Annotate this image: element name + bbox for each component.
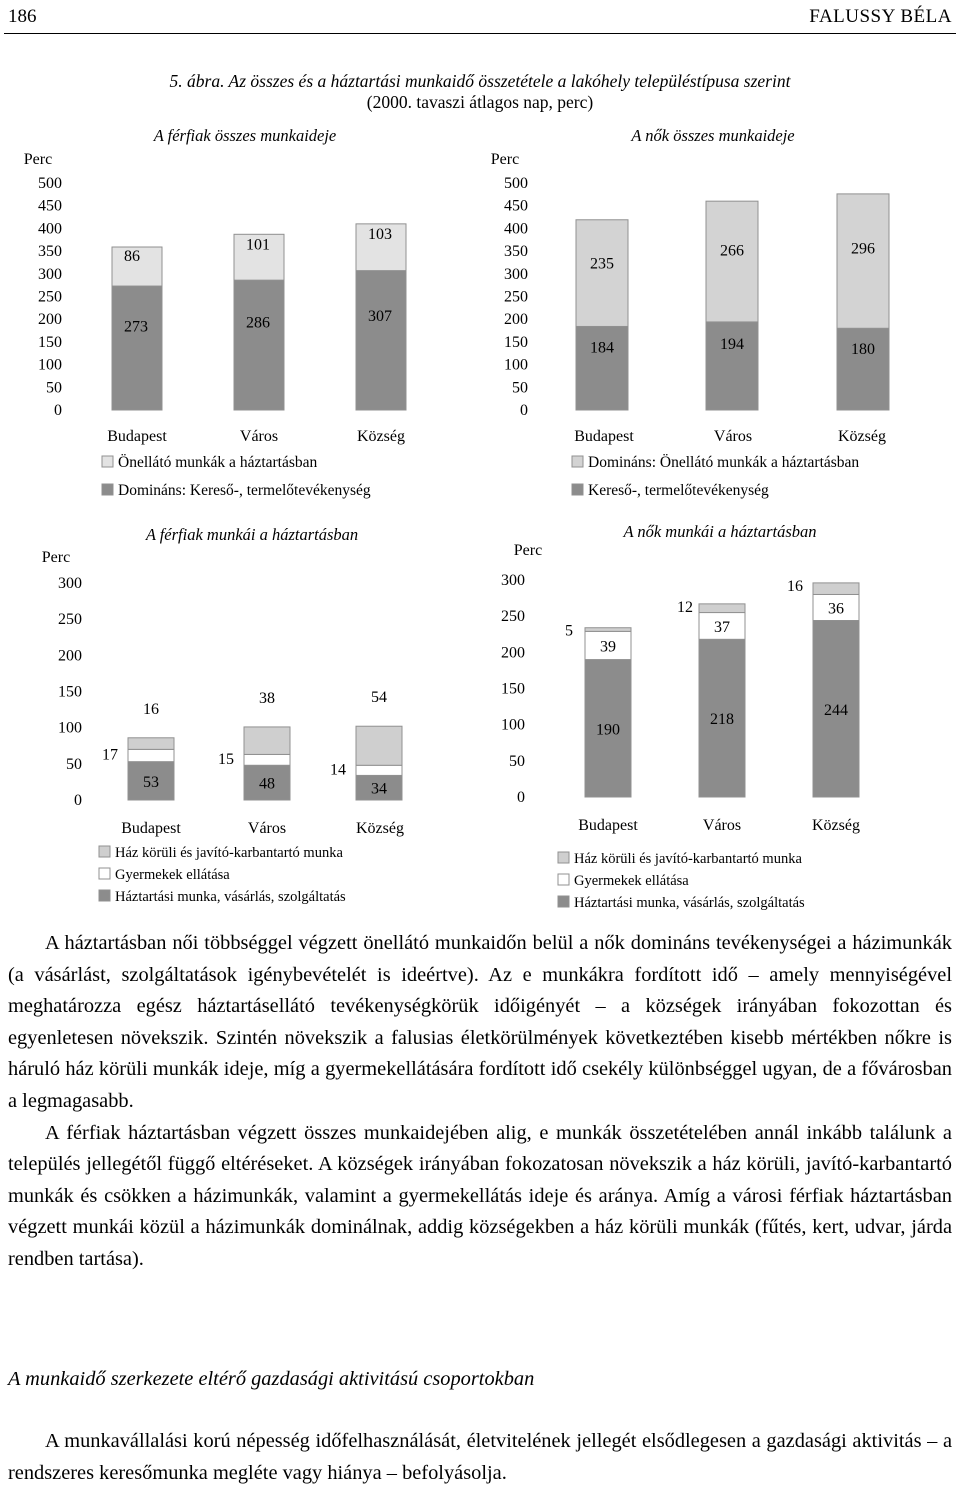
data-label: 37	[714, 618, 730, 636]
running-author: FALUSSY BÉLA	[809, 6, 952, 27]
legend-label: Háztartási munka, vásárlás, szolgáltatás	[115, 889, 346, 905]
data-label: 218	[710, 711, 734, 729]
y-tick-label: 50	[509, 752, 525, 770]
legend-label: Gyermekek ellátása	[574, 873, 689, 889]
data-label: 53	[143, 773, 159, 791]
data-label: 103	[368, 226, 392, 244]
chart-title: A nők munkái a háztartásban	[623, 522, 817, 541]
bar-segment	[813, 583, 859, 595]
legend-swatch	[99, 846, 110, 857]
legend-label: Kereső-, termelőtevékenység	[588, 482, 769, 499]
category-label: Város	[702, 817, 742, 834]
bar-segment	[128, 738, 174, 750]
y-tick-label: 300	[58, 575, 82, 592]
data-label: 286	[246, 314, 270, 332]
chart-title: A nők összes munkaideje	[631, 126, 795, 145]
paragraph: A háztartásban női többséggel végzett önellátó munkaidőn belül a nők domináns tevékenységei a házimunkák (a vásárlást, szolgáltatások igénybevételét is ideértve). Az e munkákra fordított idő – amely mennyiségével meghatározza egész háztartásellátó tevékenységkörük időigényét – a községek irányában fokozottan és egyenletesen növekszik. Szintén növekszik a falusias életkörülmények következtében kisebb mértékben nőkre is háruló ház körüli munkák ideje, míg a gyermekellátására fordított idő csekély különbséggel ugyan, de a fővárosban a legmagasabb.	[8, 932, 952, 1112]
y-tick-label: 100	[38, 356, 62, 374]
category-label: Budapest	[121, 820, 181, 837]
y-tick-label: 100	[504, 356, 528, 374]
category-label: Község	[357, 428, 405, 445]
data-label: 194	[720, 336, 744, 354]
y-tick-label: 250	[504, 288, 528, 306]
y-tick-label: 500	[38, 175, 62, 192]
data-label: 273	[124, 318, 148, 336]
y-tick-label: 200	[504, 311, 528, 329]
y-tick-label: 450	[504, 197, 528, 215]
section-title: A munkaidő szerkezete eltérő gazdasági aktivitású csoportokban	[8, 1368, 535, 1390]
figure-caption: 5. ábra. Az összes és a háztartási munkaidő összetétele a lakóhely településtípusa szerint	[169, 71, 791, 91]
legend-label: Gyermekek ellátása	[115, 867, 230, 883]
chart-title: A férfiak munkái a háztartásban	[145, 525, 359, 544]
y-tick-label: 450	[38, 197, 62, 215]
category-label: Budapest	[574, 428, 634, 445]
y-tick-label: 150	[58, 683, 82, 701]
chart-title: A férfiak összes munkaideje	[153, 126, 337, 145]
legend-swatch	[99, 890, 110, 901]
category-label: Község	[356, 820, 404, 837]
y-tick-label: 0	[74, 792, 82, 809]
y-tick-label: 350	[38, 243, 62, 261]
data-label: 180	[851, 340, 875, 358]
data-label: 48	[259, 775, 275, 793]
paragraph: A munkavállalási korú népesség időfelhasználását, életvitelének jellegét elsődlegesen a gazdasági aktivitás – a rendszeres keresőmunka megléte vagy hiánya – befolyásolja.	[8, 1430, 952, 1484]
data-label: 16	[143, 700, 159, 718]
y-tick-label: 200	[38, 311, 62, 329]
data-label: 244	[824, 701, 848, 719]
y-tick-label: 250	[38, 288, 62, 306]
y-axis-label: Perc	[513, 542, 543, 559]
bar-segment	[244, 754, 290, 765]
data-label: 296	[851, 240, 875, 258]
data-label: 12	[677, 598, 693, 616]
y-tick-label: 0	[520, 402, 528, 419]
figure-caption-subtitle: (2000. tavaszi átlagos nap, perc)	[366, 92, 594, 112]
legend-swatch	[572, 484, 583, 495]
y-tick-label: 250	[58, 611, 82, 629]
y-axis-label: Perc	[23, 151, 53, 168]
y-tick-label: 500	[504, 175, 528, 192]
legend-label: Ház körüli és javító-karbantartó munka	[574, 851, 802, 867]
y-tick-label: 0	[517, 789, 525, 806]
y-tick-label: 300	[38, 265, 62, 283]
page-number: 186	[8, 6, 37, 27]
legend-label: Domináns: Kereső-, termelőtevékenység	[118, 482, 371, 499]
legend-label: Domináns: Önellátó munkák a háztartásban	[588, 454, 860, 471]
bar-segment	[356, 271, 406, 410]
legend-swatch	[558, 896, 569, 907]
bar-segment	[128, 749, 174, 761]
legend-swatch	[99, 868, 110, 879]
y-tick-label: 150	[501, 680, 525, 698]
category-label: Község	[812, 817, 860, 834]
bar-segment	[699, 604, 745, 613]
category-label: Község	[838, 428, 886, 445]
bar-segment	[112, 286, 162, 410]
bar-segment	[706, 201, 758, 322]
body-text	[8, 928, 952, 1276]
bar-segment	[356, 726, 402, 765]
paragraph: A férfiak háztartásban végzett összes munkaidejében alig, e munkák összetételében annál inkább találunk a település jellegétől függő eltéréseket. A községek irányában fokozatosan növekszik a ház körüli, javító-karbantartó munkák és csökken a házimunkák, valamint a gyermekellátás ideje és aránya. Amíg a városi férfiak háztartásban végzett munkái közül a házimunkák dominálnak, addig községekben a ház körüli munkák (fűtés, kert, udvar, járda rendben tartása).	[8, 1121, 952, 1270]
category-label: Budapest	[107, 428, 167, 445]
category-label: Város	[713, 428, 753, 445]
legend-label: Háztartási munka, vásárlás, szolgáltatás	[574, 895, 805, 911]
legend-swatch	[102, 456, 113, 467]
data-label: 17	[102, 746, 118, 764]
y-axis-label: Perc	[490, 151, 520, 168]
data-label: 5	[565, 622, 573, 640]
y-tick-label: 250	[501, 608, 525, 626]
y-tick-label: 200	[58, 647, 82, 665]
data-label: 184	[590, 339, 614, 357]
legend-swatch	[558, 874, 569, 885]
y-tick-label: 100	[58, 719, 82, 737]
bar-segment	[356, 765, 402, 775]
data-label: 36	[828, 600, 844, 618]
data-label: 266	[720, 242, 744, 260]
bar-segment	[244, 727, 290, 754]
y-tick-label: 350	[504, 243, 528, 261]
y-tick-label: 50	[512, 379, 528, 397]
category-label: Budapest	[578, 817, 638, 834]
data-label: 54	[371, 689, 387, 707]
data-label: 190	[596, 721, 620, 739]
legend-swatch	[572, 456, 583, 467]
y-tick-label: 300	[504, 265, 528, 283]
y-tick-label: 150	[38, 333, 62, 351]
y-tick-label: 300	[501, 572, 525, 589]
bar-segment	[837, 194, 889, 328]
y-tick-label: 100	[501, 716, 525, 734]
y-tick-label: 0	[54, 402, 62, 419]
y-tick-label: 150	[504, 333, 528, 351]
legend-swatch	[558, 852, 569, 863]
body-text	[8, 1426, 952, 1489]
y-tick-label: 50	[66, 755, 82, 773]
y-tick-label: 50	[46, 379, 62, 397]
y-axis-label: Perc	[41, 549, 71, 566]
legend-label: Ház körüli és javító-karbantartó munka	[115, 845, 343, 861]
y-tick-label: 400	[38, 220, 62, 238]
data-label: 34	[371, 780, 387, 798]
bar-segment	[234, 280, 284, 410]
data-label: 101	[246, 236, 270, 254]
data-label: 86	[124, 247, 140, 265]
y-tick-label: 400	[504, 220, 528, 238]
data-label: 39	[600, 638, 616, 656]
data-label: 307	[368, 308, 392, 326]
data-label: 14	[330, 761, 346, 779]
bar-segment	[585, 628, 631, 632]
data-label: 16	[787, 577, 803, 595]
legend-swatch	[102, 484, 113, 495]
bar-segment	[576, 220, 628, 327]
data-label: 235	[590, 255, 614, 273]
legend-label: Önellátó munkák a háztartásban	[118, 454, 318, 471]
data-label: 38	[259, 689, 275, 707]
category-label: Város	[247, 820, 287, 837]
y-tick-label: 200	[501, 644, 525, 662]
category-label: Város	[239, 428, 279, 445]
data-label: 15	[218, 750, 234, 768]
